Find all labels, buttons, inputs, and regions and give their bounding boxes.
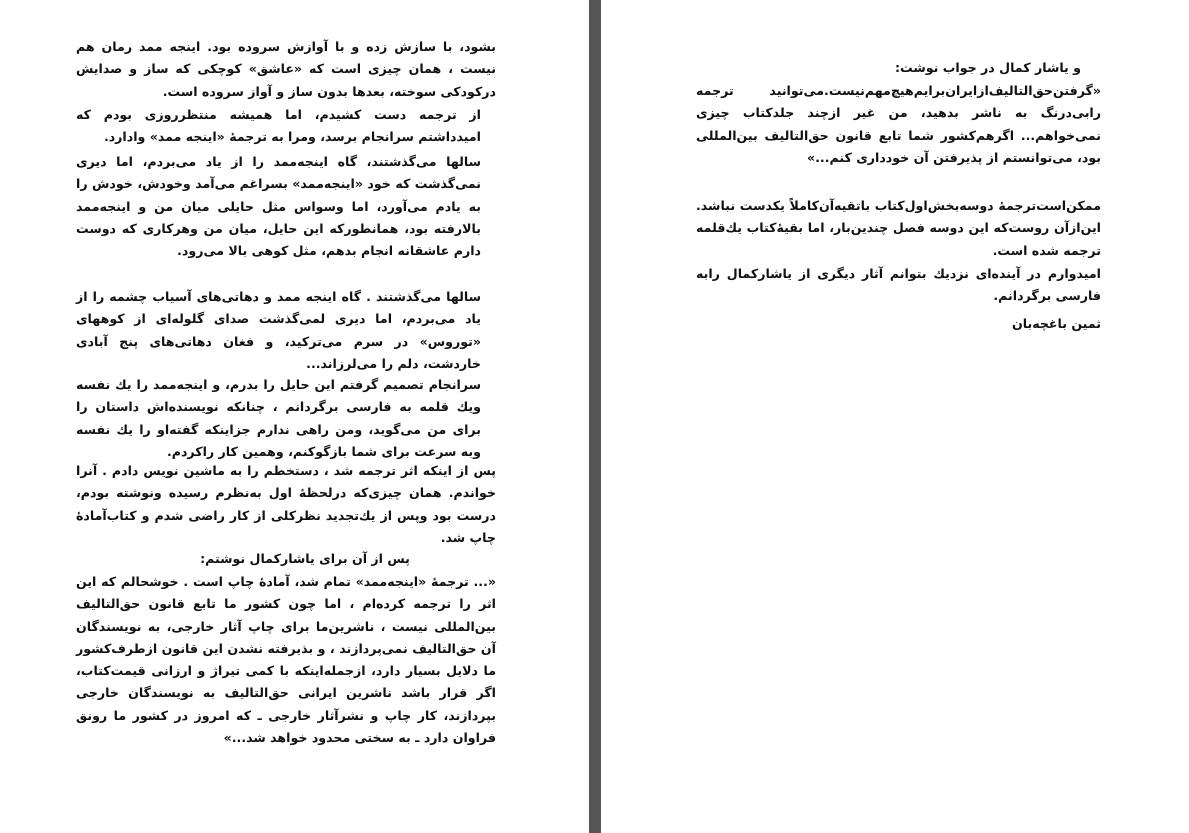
left-paragraph-6: پس از اینکه اثر ترجمه شد ، دستخطم را به ماشین نویس دادم . آنرا خواندم. همان چیزی‌که درلحظهٔ اول به‌نظرم رسیده ونوشته بودم، درست بود وپس از یك‌تجدید نظرکلی از کار راضی شدم و کتاب‌آمادهٔ چاپ شد.	[76, 463, 496, 545]
right-paragraph-1: و یاشار کمال در جواب نوشت:	[894, 60, 1081, 75]
right-letter-quote: «گرفتن‌حق‌التالیف‌ازایران‌برایم‌هیچ‌مهم‌نیست.می‌توانید ترجمه رابی‌درنگ به ناشر بدهید، من غیر ازچند جلدکتاب چیزی نمی‌خواهم... اگرهم‌کشور شما تابع قانون حق‌التالیف بین‌المللی بود، می‌توانستم از پذیرفتن آن خودداری کنم...»	[696, 83, 1101, 165]
left-paragraph-3: سالها می‌گذشتند، گاه اینجه‌ممد را از یاد می‌بردم، اما دیری نمی‌گذشت که خود «اینجه‌ممد» بسراغم می‌آمد وخودش، خودش را به یادم می‌آورد، اما وسواس مثل حایلی میان من و اینجه‌ممد بالارفته بود، همانطورکه این حایل، میان من وهرکاری که دوست دارم عاشقانه انجام بدهم، مثل کوهی بالا می‌رود.	[76, 154, 481, 259]
left-paragraph-5: سرانجام تصمیم گرفتم این حایل را بدرم، و اینجه‌ممد را یك نفسه ویك قلمه به فارسی برگردانم ، چنانکه نویسنده‌اش داستان را برای من می‌گوید، ومن راهی ندارم جزاینکه گفته‌او را یك نفسه وبه سرعت برای شما بازگوکنم، وهمین کار راکردم.	[76, 377, 481, 459]
left-paragraph-4: سالها می‌گذشتند . گاه اینجه ممد و دهاتی‌های آسیاب چشمه را از یاد می‌بردم، اما دیری لمی‌گذشت صدای گلوله‌ای از کوههای «توروس» در سرم می‌ترکید، و فغان دهاتی‌های پنج آبادی خاردشت، دلم را می‌لرزاند...	[76, 289, 481, 371]
translator-signature: ثمین باغچه‌بان	[1011, 316, 1101, 331]
left-paragraph-7: پس از آن برای یاشارکمال نوشتم:	[200, 551, 410, 566]
left-paragraph-1: بشود، با سازش زده و با آوازش سروده بود. اینجه ممد رمان هم نیست ، همان چیزی است که «عاشق» کوچکی که ساز و صدایش درکودکی سوخته، بعدها بدون ساز و آواز سروده است.	[76, 39, 496, 99]
book-gutter	[589, 0, 601, 833]
left-letter-quote: «... ترجمهٔ «اینجه‌ممد» تمام شد، آمادهٔ چاپ است . خوشحالم که این اثر را ترجمه کرده‌ام ، اما چون کشور ما تابع قانون حق‌التالیف بین‌المللی نیست ، ناشرین‌ما برای چاپ آثار خارجی، به نویسندگان آن حق‌التالیف نمی‌پردازند ، و بذیرفته نشدن این قانون ازطرف‌کشور ما دلایل بسیار دارد، ازجمله‌اینکه با کمی تیراژ و ارزانی قیمت‌کتاب، اگر قرار باشد ناشرین ایرانی حق‌التالیف به نویسندگان خارجی بپردازند، کار چاپ و نشرآثار خارجی ـ که امروز در کشور ما رونق فراوان دارد ـ به سختی محدود خواهد شد...»	[76, 574, 496, 746]
right-paragraph-4: امیدوارم در آینده‌ای نزدیك بتوانم آثار دیگری از یاشارکمال رابه فارسی برگردانم.	[696, 266, 1101, 304]
left-paragraph-2: از ترجمه دست کشیدم، اما همیشه منتظرروزی بودم که امیدداشتم سرانجام برسد، ومرا به ترجمهٔ «اینجه ممد» وادارد.	[76, 107, 481, 145]
left-page	[0, 0, 589, 833]
right-paragraph-3: ممکن‌است‌ترجمهٔ دوسه‌بخش‌اول‌کتاب باتقیه‌آن‌کاملاً یکدست نباشد. این‌از‌آن روست‌که این دوسه فصل چندین‌بار، اما بقیهٔ‌کتاب یك‌قلمه ترجمه شده است.	[696, 198, 1101, 258]
right-page	[601, 0, 1189, 833]
